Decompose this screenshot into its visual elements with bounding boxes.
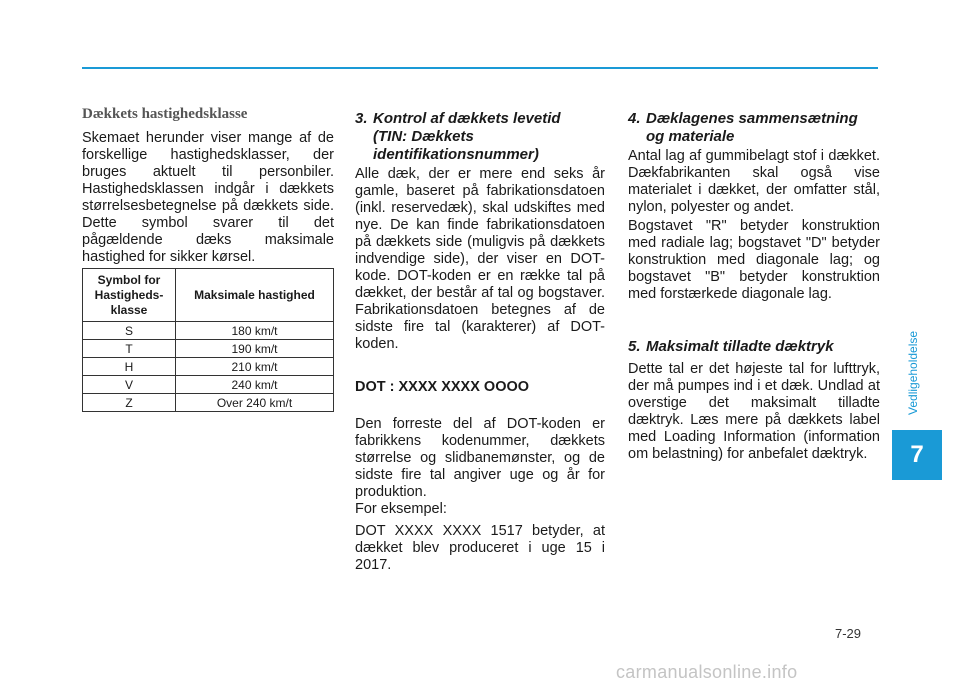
- section-3-title-line1: Kontrol af dækkets levetid: [373, 110, 561, 127]
- dot-code-example: DOT : XXXX XXXX OOOO: [355, 379, 530, 395]
- chapter-number-tab: 7: [892, 430, 942, 480]
- table-cell-speed: 210 km/t: [176, 358, 334, 376]
- watermark: carmanualsonline.info: [616, 662, 798, 682]
- section-heading-speed-class: Dækkets hastighedsklasse: [82, 106, 248, 122]
- table-row: [83, 358, 334, 376]
- chapter-side-label: Vedligeholdelse: [906, 330, 920, 416]
- section-4-paragraph-1: Antal lag af gummibelagt stof i dækket. Dækfabrikanten skal også vise materialet i dækket, der omfatter stål, nylon, polyester og andet.: [628, 148, 880, 215]
- section-5-title: Maksimalt tilladte dæktryk: [646, 338, 834, 355]
- section-3-heading: [355, 110, 605, 164]
- table-cell-symbol: T: [83, 340, 176, 358]
- table-cell-speed: 190 km/t: [176, 340, 334, 358]
- table-row: [83, 322, 334, 340]
- table-cell-symbol: V: [83, 376, 176, 394]
- page-number: 7-29: [835, 626, 862, 641]
- section-3-title-cont: (TIN: Dækkets identifikationsnummer): [373, 128, 539, 163]
- speed-class-table: [82, 268, 334, 412]
- table-row: [83, 340, 334, 358]
- table-header-symbol: Symbol for Hastigheds-klasse: [83, 269, 176, 322]
- section-4-heading: [628, 110, 880, 146]
- table-header-row: [83, 269, 334, 322]
- section-5-paragraph-1: Dette tal er det højeste tal for lufttryk, der må pumpes ind i et dæk. Undlad at overstige det maksimalt tilladte dæktryk. Læs mere på dækkets label med Loading Information (information om belastning) for anbefalet dæktryk.: [628, 361, 880, 462]
- table-row: [83, 376, 334, 394]
- table-row: [83, 394, 334, 412]
- table-cell-symbol: H: [83, 358, 176, 376]
- section-4-title-cont: og materiale: [646, 128, 735, 145]
- section-4-title-line1: Dæklagenes sammensætning: [646, 110, 858, 127]
- section-3-paragraph-1: Alle dæk, der er mere end seks år gamle, baseret på fabrikationsdatoen (inkl. reservedæk), skal udskiftes med nye. De kan finde fabrikationsdatoen på dækkets side (muligvis på dækkets indvendige side), der viser en DOT-kode. DOT-koden er en række tal på dækket, der består af tal og bogstaver. Fabrikationsdatoen betegnes af de sidste fire tal (karakterer) af DOT-koden.: [355, 166, 605, 352]
- table-cell-symbol: Z: [83, 394, 176, 412]
- table-header-max-speed: Maksimale hastighed: [176, 269, 334, 322]
- section-5-number: 5.: [628, 338, 641, 355]
- table-cell-speed: Over 240 km/t: [176, 394, 334, 412]
- section-5-heading: [628, 338, 880, 356]
- section-3-paragraph-4: DOT XXXX XXXX 1517 betyder, at dækket blev produceret i uge 15 i 2017.: [355, 523, 605, 573]
- section-3-paragraph-3: For eksempel:: [355, 501, 447, 517]
- top-rule: [82, 67, 878, 69]
- table-cell-symbol: S: [83, 322, 176, 340]
- table-cell-speed: 180 km/t: [176, 322, 334, 340]
- section-4-paragraph-2: Bogstavet "R" betyder konstruktion med radiale lag; bogstavet "D" betyder konstruktion med diagonale lag; og bogstavet "B" betyder konstruktion med forstærkede diagonale lag.: [628, 218, 880, 302]
- section-3-paragraph-2: Den forreste del af DOT-koden er fabrikkens kodenummer, dækkets størrelse og slidbanemønster, og de sidste fire tal angiver uge og år for produktion.: [355, 416, 605, 500]
- section-3-number: 3.: [355, 110, 368, 127]
- table-cell-speed: 240 km/t: [176, 376, 334, 394]
- intro-paragraph: Skemaet herunder viser mange af de forskellige hastighedsklasser, der bruges aktuelt til personbiler. Hastighedsklassen indgår i dækkets størrelsesbetegnelse på dækkets side. Dette symbol svarer til det pågældende dæks maksimale hastighed for sikker kørsel.: [82, 130, 334, 265]
- section-4-number: 4.: [628, 110, 641, 127]
